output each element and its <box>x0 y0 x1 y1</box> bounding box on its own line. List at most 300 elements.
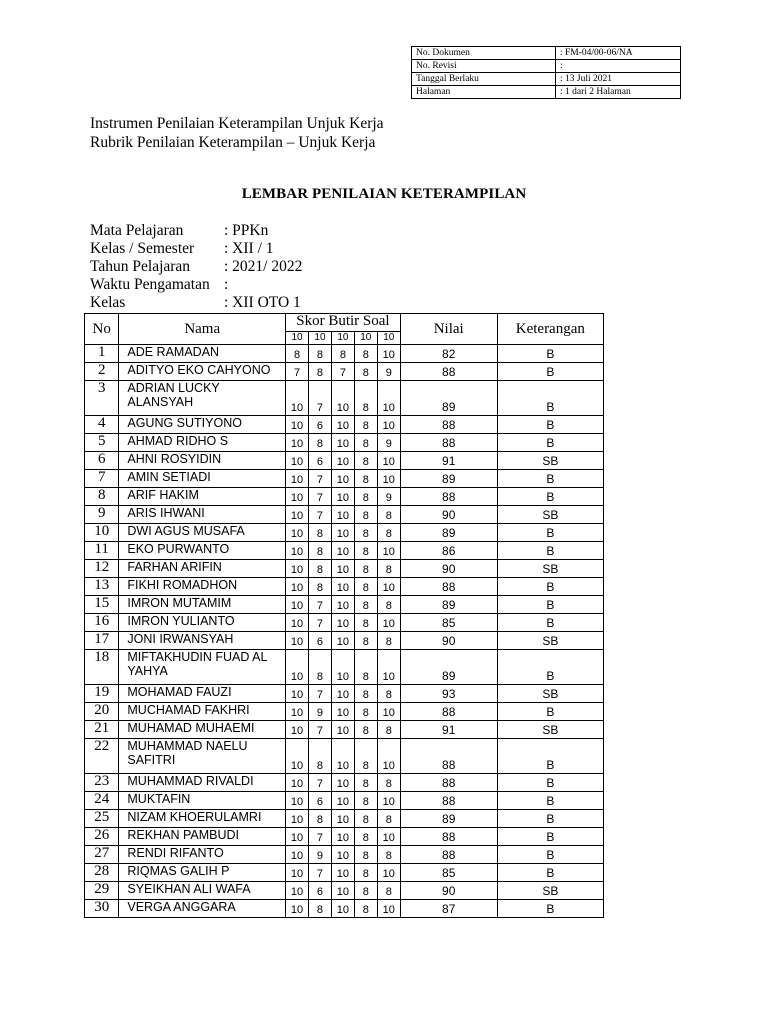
student-name-line: DWI AGUS MUSAFA <box>127 524 245 538</box>
score-cell: 8 <box>309 900 332 918</box>
student-name <box>119 488 286 506</box>
student-name <box>119 596 286 614</box>
keterangan-cell: B <box>497 470 603 488</box>
keterangan-cell: B <box>497 434 603 452</box>
keterangan-cell: B <box>497 846 603 864</box>
score-cell: 10 <box>286 721 309 739</box>
table-row <box>85 882 604 900</box>
nilai-cell: 85 <box>400 864 497 882</box>
student-name-line: VERGA ANGGARA <box>127 900 236 914</box>
student-name-line: AMIN SETIADI <box>127 470 211 484</box>
score-cell: 10 <box>331 381 354 416</box>
document-control-row <box>412 47 681 60</box>
info-row-kelas-semester <box>90 240 302 258</box>
score-cell: 9 <box>309 703 332 721</box>
score-cell: 8 <box>309 810 332 828</box>
score-cell: 8 <box>354 345 377 363</box>
keterangan-cell: B <box>497 864 603 882</box>
score-cell: 7 <box>309 506 332 524</box>
document-control-label: No. Revisi <box>412 60 556 73</box>
score-cell: 10 <box>331 632 354 650</box>
nilai-cell: 82 <box>400 345 497 363</box>
student-name <box>119 864 286 882</box>
score-cell: 7 <box>309 381 332 416</box>
nilai-cell: 88 <box>400 416 497 434</box>
score-cell: 10 <box>286 470 309 488</box>
score-cell: 7 <box>309 488 332 506</box>
score-cell: 10 <box>331 560 354 578</box>
student-name-line: FIKHI ROMADHON <box>127 578 238 592</box>
score-cell: 8 <box>354 506 377 524</box>
score-cell: 10 <box>286 810 309 828</box>
student-name-line: YAHYA <box>127 664 168 678</box>
keterangan-cell: B <box>497 703 603 721</box>
document-control-value: : <box>556 60 681 73</box>
student-name <box>119 381 286 416</box>
header-nilai: Nilai <box>400 314 497 345</box>
score-cell: 8 <box>377 882 400 900</box>
table-row <box>85 810 604 828</box>
score-cell: 10 <box>377 416 400 434</box>
score-cell: 8 <box>354 828 377 846</box>
row-number: 8 <box>85 488 119 506</box>
score-cell: 10 <box>331 900 354 918</box>
score-cell: 10 <box>377 542 400 560</box>
score-cell: 10 <box>377 864 400 882</box>
table-row <box>85 345 604 363</box>
table-row <box>85 864 604 882</box>
score-cell: 10 <box>286 416 309 434</box>
score-cell: 8 <box>309 650 332 685</box>
info-value: : PPKn <box>224 222 269 239</box>
student-name-line: NIZAM KHOERULAMRI <box>127 810 262 824</box>
score-cell: 8 <box>309 363 332 381</box>
score-cell: 8 <box>354 596 377 614</box>
student-name <box>119 506 286 524</box>
header-no: No <box>85 314 119 345</box>
score-cell: 8 <box>309 434 332 452</box>
row-number: 29 <box>85 882 119 900</box>
student-name-line: JONI IRWANSYAH <box>127 632 234 646</box>
keterangan-cell: SB <box>497 685 603 703</box>
keterangan-cell: B <box>497 900 603 918</box>
student-name-line: ALANSYAH <box>127 395 194 409</box>
student-name <box>119 614 286 632</box>
table-row <box>85 614 604 632</box>
row-number: 5 <box>85 434 119 452</box>
document-control-row <box>412 60 681 73</box>
keterangan-cell: SB <box>497 632 603 650</box>
document-control-label: Tanggal Berlaku <box>412 73 556 86</box>
header-skor-max: 10 <box>309 332 332 345</box>
nilai-cell: 91 <box>400 721 497 739</box>
header-skor-max: 10 <box>354 332 377 345</box>
rubric-title: Rubrik Penilaian Keterampilan – Unjuk Kerja <box>90 134 376 151</box>
nilai-cell: 88 <box>400 828 497 846</box>
score-cell: 10 <box>331 542 354 560</box>
score-cell: 10 <box>331 685 354 703</box>
row-number: 6 <box>85 452 119 470</box>
instrument-title: Instrumen Penilaian Keterampilan Unjuk Kerja <box>90 115 384 132</box>
nilai-cell: 89 <box>400 381 497 416</box>
nilai-cell: 88 <box>400 363 497 381</box>
score-cell: 8 <box>354 650 377 685</box>
score-cell: 8 <box>354 792 377 810</box>
nilai-cell: 90 <box>400 882 497 900</box>
score-cell: 10 <box>377 792 400 810</box>
header-skor-max: 10 <box>377 332 400 345</box>
info-value: : 2021/ 2022 <box>224 258 303 275</box>
score-cell: 8 <box>354 470 377 488</box>
score-cell: 10 <box>331 828 354 846</box>
student-name-line: MUKTAFIN <box>127 792 191 806</box>
row-number: 2 <box>85 363 119 381</box>
student-name-line: SYEIKHAN ALI WAFA <box>127 882 251 896</box>
student-name-line: ARIS IHWANI <box>127 506 205 520</box>
nilai-cell: 89 <box>400 470 497 488</box>
score-cell: 8 <box>354 685 377 703</box>
score-cell: 10 <box>331 703 354 721</box>
keterangan-cell: B <box>497 792 603 810</box>
score-cell: 8 <box>354 488 377 506</box>
score-cell: 10 <box>286 846 309 864</box>
score-cell: 8 <box>354 703 377 721</box>
score-cell: 8 <box>354 900 377 918</box>
student-name-line: MUHAMAD MUHAEMI <box>127 721 255 735</box>
student-name <box>119 632 286 650</box>
score-table-body <box>85 345 604 918</box>
nilai-cell: 90 <box>400 560 497 578</box>
nilai-cell: 88 <box>400 739 497 774</box>
row-number: 17 <box>85 632 119 650</box>
student-name-line: ADE RAMADAN <box>127 345 220 359</box>
student-name-line: MUHAMMAD RIVALDI <box>127 774 254 788</box>
header-skor-max: 10 <box>286 332 309 345</box>
score-cell: 10 <box>286 828 309 846</box>
keterangan-cell: B <box>497 524 603 542</box>
table-row <box>85 452 604 470</box>
score-cell: 9 <box>377 363 400 381</box>
score-cell: 8 <box>354 864 377 882</box>
student-name-line: RIQMAS GALIH P <box>127 864 230 878</box>
score-cell: 8 <box>354 721 377 739</box>
score-cell: 10 <box>331 650 354 685</box>
student-name <box>119 650 286 685</box>
score-cell: 7 <box>309 864 332 882</box>
student-name-line: IMRON MUTAMIM <box>127 596 232 610</box>
student-name <box>119 774 286 792</box>
student-name-line: MIFTAKHUDIN FUAD AL <box>127 650 268 664</box>
info-label: Kelas / Semester <box>90 240 195 257</box>
row-number: 28 <box>85 864 119 882</box>
row-number: 9 <box>85 506 119 524</box>
table-row <box>85 596 604 614</box>
score-cell: 9 <box>377 434 400 452</box>
row-number: 21 <box>85 721 119 739</box>
nilai-cell: 88 <box>400 846 497 864</box>
student-name-line: AHNI ROSYIDIN <box>127 452 222 466</box>
score-cell: 8 <box>354 774 377 792</box>
row-number: 1 <box>85 345 119 363</box>
score-cell: 10 <box>331 792 354 810</box>
score-cell: 8 <box>354 882 377 900</box>
score-cell: 10 <box>377 452 400 470</box>
score-cell: 10 <box>331 578 354 596</box>
score-cell: 10 <box>331 882 354 900</box>
nilai-cell: 93 <box>400 685 497 703</box>
score-cell: 8 <box>354 524 377 542</box>
nilai-cell: 89 <box>400 524 497 542</box>
score-cell: 10 <box>286 596 309 614</box>
keterangan-cell: B <box>497 578 603 596</box>
keterangan-cell: SB <box>497 506 603 524</box>
keterangan-cell: SB <box>497 721 603 739</box>
score-cell: 8 <box>377 506 400 524</box>
nilai-cell: 89 <box>400 650 497 685</box>
student-name-line: ADITYO EKO CAHYONO <box>127 363 271 377</box>
score-cell: 7 <box>331 363 354 381</box>
keterangan-cell: B <box>497 488 603 506</box>
nilai-cell: 88 <box>400 774 497 792</box>
table-row <box>85 416 604 434</box>
keterangan-cell: SB <box>497 560 603 578</box>
keterangan-cell: B <box>497 345 603 363</box>
score-cell: 10 <box>286 739 309 774</box>
row-number: 16 <box>85 614 119 632</box>
nilai-cell: 86 <box>400 542 497 560</box>
student-name <box>119 560 286 578</box>
nilai-cell: 89 <box>400 596 497 614</box>
score-cell: 7 <box>309 685 332 703</box>
student-name <box>119 703 286 721</box>
header-nama: Nama <box>119 314 286 345</box>
score-cell: 10 <box>331 739 354 774</box>
table-row <box>85 506 604 524</box>
student-name-line: RENDI RIFANTO <box>127 846 224 860</box>
score-cell: 7 <box>309 614 332 632</box>
info-row-tahun-pelajaran <box>90 258 302 276</box>
student-name <box>119 792 286 810</box>
nilai-cell: 91 <box>400 452 497 470</box>
row-number: 24 <box>85 792 119 810</box>
row-number: 11 <box>85 542 119 560</box>
score-cell: 10 <box>331 596 354 614</box>
score-cell: 8 <box>309 578 332 596</box>
score-cell: 10 <box>286 614 309 632</box>
student-name-line: ADRIAN LUCKY <box>127 381 220 395</box>
score-cell: 10 <box>331 524 354 542</box>
info-label: Kelas <box>90 294 126 311</box>
score-cell: 10 <box>286 774 309 792</box>
table-row <box>85 650 604 685</box>
keterangan-cell: B <box>497 596 603 614</box>
student-name-line: AHMAD RIDHO S <box>127 434 229 448</box>
score-cell: 10 <box>331 452 354 470</box>
student-name <box>119 345 286 363</box>
document-control-value: : FM-04/00-06/NA <box>556 47 681 60</box>
nilai-cell: 88 <box>400 703 497 721</box>
nilai-cell: 88 <box>400 434 497 452</box>
score-cell: 8 <box>377 810 400 828</box>
score-cell: 10 <box>331 434 354 452</box>
score-cell: 8 <box>354 560 377 578</box>
row-number: 10 <box>85 524 119 542</box>
score-cell: 7 <box>309 828 332 846</box>
score-cell: 10 <box>286 864 309 882</box>
student-name <box>119 721 286 739</box>
score-cell: 10 <box>377 345 400 363</box>
score-cell: 10 <box>377 900 400 918</box>
table-row <box>85 900 604 918</box>
document-control-value: : 13 Juli 2021 <box>556 73 681 86</box>
table-row <box>85 632 604 650</box>
row-number: 20 <box>85 703 119 721</box>
info-row-kelas <box>90 294 302 312</box>
document-control-row <box>412 73 681 86</box>
student-name-line: IMRON YULIANTO <box>127 614 235 628</box>
student-name <box>119 810 286 828</box>
score-cell: 8 <box>354 434 377 452</box>
info-row-waktu-pengamatan <box>90 276 302 294</box>
score-cell: 10 <box>377 828 400 846</box>
student-name <box>119 900 286 918</box>
student-name-line: REKHAN PAMBUDI <box>127 828 239 842</box>
row-number: 26 <box>85 828 119 846</box>
score-cell: 10 <box>286 900 309 918</box>
score-cell: 8 <box>354 381 377 416</box>
score-cell: 6 <box>309 416 332 434</box>
keterangan-cell: B <box>497 774 603 792</box>
student-name-line: FARHAN ARIFIN <box>127 560 222 574</box>
score-cell: 10 <box>286 434 309 452</box>
student-name <box>119 828 286 846</box>
score-cell: 10 <box>286 882 309 900</box>
student-name-line: AGUNG SUTIYONO <box>127 416 242 430</box>
header-skor-max: 10 <box>331 332 354 345</box>
info-label: Tahun Pelajaran <box>90 258 191 275</box>
nilai-cell: 85 <box>400 614 497 632</box>
score-cell: 10 <box>331 864 354 882</box>
document-control-body <box>412 47 681 99</box>
table-row <box>85 828 604 846</box>
student-name <box>119 685 286 703</box>
table-row <box>85 578 604 596</box>
document-control-label: Halaman <box>412 86 556 99</box>
score-cell: 8 <box>354 578 377 596</box>
score-cell: 10 <box>286 632 309 650</box>
table-row <box>85 434 604 452</box>
info-value: : XII / 1 <box>224 240 274 257</box>
score-cell: 10 <box>331 416 354 434</box>
row-number: 22 <box>85 739 119 774</box>
row-number: 12 <box>85 560 119 578</box>
student-name <box>119 578 286 596</box>
score-cell: 8 <box>354 810 377 828</box>
document-control-row <box>412 86 681 99</box>
score-cell: 8 <box>377 524 400 542</box>
score-cell: 9 <box>309 846 332 864</box>
table-row <box>85 488 604 506</box>
nilai-cell: 90 <box>400 506 497 524</box>
nilai-cell: 87 <box>400 900 497 918</box>
score-cell: 8 <box>309 739 332 774</box>
table-row <box>85 846 604 864</box>
score-cell: 8 <box>309 345 332 363</box>
row-number: 25 <box>85 810 119 828</box>
student-name <box>119 739 286 774</box>
score-cell: 10 <box>377 703 400 721</box>
keterangan-cell: B <box>497 381 603 416</box>
score-cell: 8 <box>354 632 377 650</box>
student-name <box>119 542 286 560</box>
student-name-line: MUCHAMAD FAKHRI <box>127 703 250 717</box>
score-cell: 8 <box>309 542 332 560</box>
keterangan-cell: SB <box>497 882 603 900</box>
row-number: 18 <box>85 650 119 685</box>
student-name <box>119 846 286 864</box>
score-cell: 8 <box>377 685 400 703</box>
nilai-cell: 88 <box>400 488 497 506</box>
student-name <box>119 882 286 900</box>
score-cell: 10 <box>286 560 309 578</box>
info-block <box>90 222 302 312</box>
score-table <box>84 313 604 918</box>
header-row <box>85 314 604 332</box>
score-cell: 7 <box>286 363 309 381</box>
keterangan-cell: B <box>497 363 603 381</box>
info-value: : XII OTO 1 <box>224 294 301 311</box>
score-cell: 10 <box>286 488 309 506</box>
score-cell: 10 <box>331 470 354 488</box>
student-name <box>119 416 286 434</box>
score-cell: 10 <box>377 470 400 488</box>
score-cell: 10 <box>286 685 309 703</box>
keterangan-cell: B <box>497 614 603 632</box>
row-number: 23 <box>85 774 119 792</box>
table-row <box>85 363 604 381</box>
keterangan-cell: B <box>497 650 603 685</box>
table-row <box>85 774 604 792</box>
score-cell: 10 <box>286 452 309 470</box>
score-cell: 10 <box>286 578 309 596</box>
table-row <box>85 524 604 542</box>
score-cell: 6 <box>309 632 332 650</box>
score-cell: 8 <box>377 596 400 614</box>
score-cell: 8 <box>286 345 309 363</box>
score-table-header <box>85 314 604 345</box>
score-cell: 10 <box>286 650 309 685</box>
student-name-line: SAFITRI <box>127 753 176 767</box>
nilai-cell: 88 <box>400 792 497 810</box>
score-cell: 8 <box>377 846 400 864</box>
row-number: 27 <box>85 846 119 864</box>
score-cell: 10 <box>286 542 309 560</box>
score-cell: 10 <box>377 381 400 416</box>
row-number: 15 <box>85 596 119 614</box>
student-name-line: MUHAMMAD NAELU <box>127 739 248 753</box>
score-cell: 10 <box>331 506 354 524</box>
student-name <box>119 470 286 488</box>
table-row <box>85 703 604 721</box>
score-cell: 10 <box>286 381 309 416</box>
score-cell: 8 <box>377 721 400 739</box>
score-cell: 6 <box>309 882 332 900</box>
score-cell: 8 <box>354 452 377 470</box>
score-cell: 7 <box>309 470 332 488</box>
row-number: 4 <box>85 416 119 434</box>
score-cell: 8 <box>377 632 400 650</box>
header-keterangan: Keterangan <box>497 314 603 345</box>
